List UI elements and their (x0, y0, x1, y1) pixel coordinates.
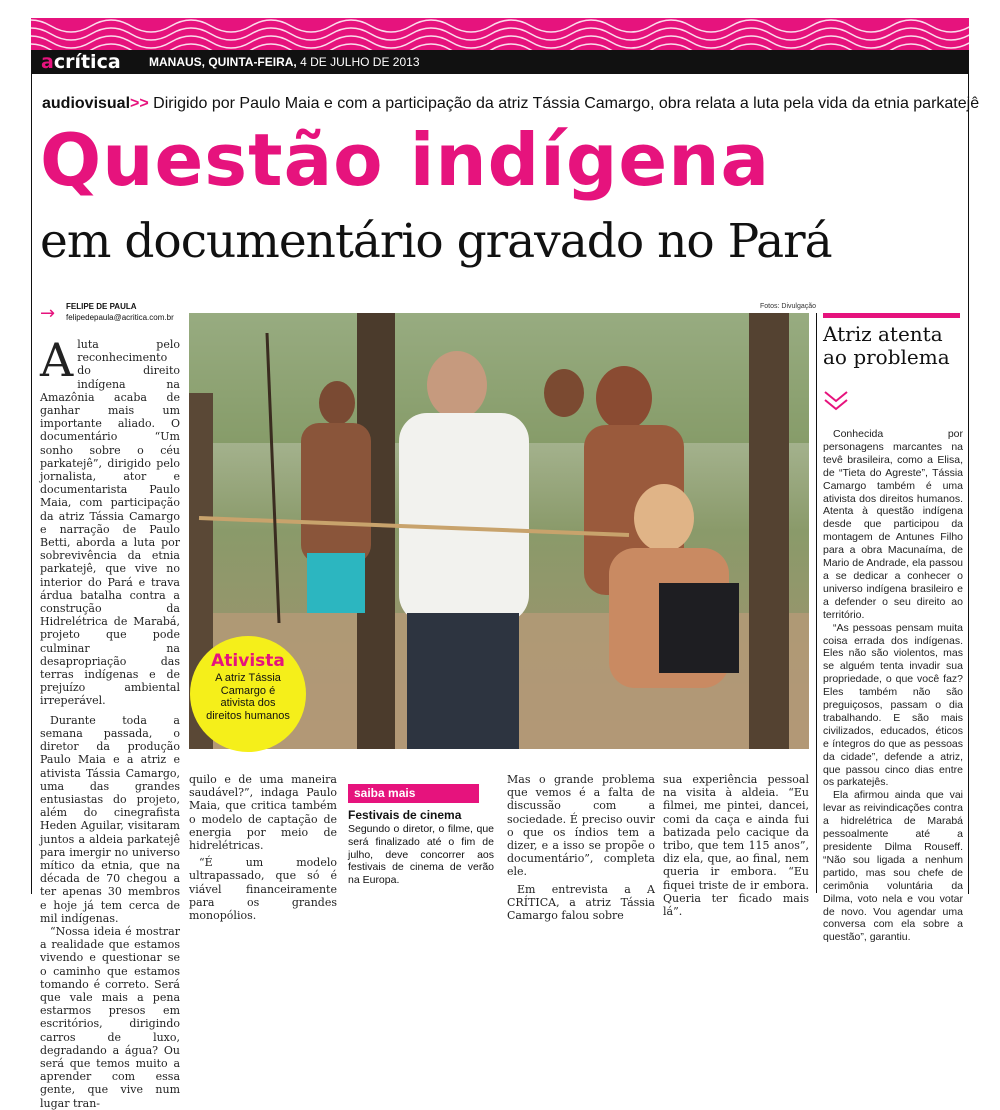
headline: Questão indígena (40, 118, 771, 202)
sidebar-divider (816, 313, 817, 893)
saiba-mais-title: Festivais de cinema (348, 808, 462, 822)
article-column-4: Mas o grande problema que vemos é a falta de discussão com a sociedade. É preciso ouvir o que os índios tem a dizer, e a isso se propõe o documentário”, completa ele. Em entrevista a A CRÍTICA, a atriz Tássia Camargo falou sobre (507, 773, 655, 923)
sidebar-accent-bar (823, 313, 960, 318)
callout-text: A atriz Tássia Camargo é ativista dos direitos humanos (206, 672, 290, 722)
callout-title: Ativista (211, 651, 285, 671)
drop-cap: A (40, 333, 74, 387)
article-column-2: quilo e de uma maneira saudável?”, indaga Paulo Maia, que critica também o modelo de captação de energia por meio de hidrelétricas. “É um modelo ultrapassado, que só é viável financeiramente para os grandes monopólios. (189, 773, 337, 923)
saiba-mais-label: saiba mais (354, 786, 416, 800)
masthead-bar (31, 50, 969, 74)
saiba-mais-text: Segundo o diretor, o filme, que será finalizado até o fim de julho, deve concorrer aos festivais de cinema de verão na Europa. (348, 823, 494, 887)
article-column-5: sua experiência pessoal na visita à aldeia. “Eu filmei, me pintei, dancei, comi da caça e ainda fui batizada pelo cacique da tribo, que tem 115 anos”, diz ela, que, ao final, nem queria ir embora. “Eu fiquei triste de ir embora. Queria ter ficado mais lá”. (663, 773, 809, 919)
chevron-down-icon (823, 388, 849, 419)
saiba-mais-label-bar (348, 784, 479, 803)
byline-email: felipedepaula@acritica.com.br (66, 313, 174, 322)
left-page-rule (31, 74, 32, 894)
dateline: MANAUS, QUINTA-FEIRA, 4 DE JULHO DE 2013 (149, 55, 420, 69)
right-page-rule (968, 74, 969, 894)
subheadline: em documentário gravado no Pará (40, 214, 832, 269)
photo-credit: Fotos: Divulgação (760, 303, 817, 310)
byline-arrow-icon: → (40, 303, 56, 324)
header-wave-band (31, 18, 969, 50)
article-column-1: Aluta pelo reconhecimento do direito indígena na Amazônia acaba de ganhar mais um importante aliado. O documentário “Um sonho sobre o céu parkatejê”, dirigido pelo jornalista, ator e documentarista Paulo Maia, com participação da atriz Tássia Camargo e narração de Paulo Betti, aborda a luta por sobrevivência da etnia parkatejê, que vive no interior do Pará e trava árdua batalha contra a construção da Hidrelétrica de Marabá, projeto que pode culminar na desapropriação das terras indígenas e de prejuízo ambiental irreperável. Durante toda a semana passada, o diretor da produção Paulo Maia e a atriz e ativista Tássia Camargo, uma das grandes entusiastas do projeto, além do cinegrafista Heden Aguilar, visitaram juntos a aldeia parkatejê para imergir no universo mítico da etnia, que na década de 70 chegou a ter apenas 30 membros e hoje já tem cerca de mil indígenas. “Nossa ideia é mostrar a realidade que estamos vivendo e questionar se o caminho que estamos tomando é correto. Será que vale mais a pena estarmos presos em escritórios, dirigindo carros de luxo, degradando a água? Ou será que temos muito a aprender com essa gente, que vive num lugar tran- (40, 333, 180, 1110)
sidebar-title: Atriz atenta ao problema (823, 322, 950, 369)
sidebar-body: Conhecida por personagens marcantes na tevê brasileira, como a Elisa, de “Tieta do Agreste”, Tássia Camargo também é uma ativista dos direitos humanos. Atenta à questão indígena desde que participou da montagem de Antunes Filho para a obra Macunaíma, de Mario de Andrade, ela passou a se dedicar a conhecer o universo indígena brasileiro e a defender o seu direito ao território. “As pessoas pensam muita coisa errada dos indígenas. Eles não são violentos, mas se alguém tenta invadir sua propriedade, o que você faz? Eles também não são preguiçosos, passam o dia trabalhando. E são mais civilizados, educados, éticos e íntegros do que as pessoas da cidade”, defende a atriz, que passou cinco dias entre os parkatejês. Ela afirmou ainda que vai levar as reivindicações contra a hidrelétrica de Marabá pessoalmente até a presidente Dilma Rouseff. “Não sou ligada a nenhum partido, mas sou chefe de cerimônia voluntária da Dilma, voto nela e vou votar de novo. Vou agendar uma conversa com ela sobre a questão”, garantiu. (823, 428, 963, 944)
wave-pattern (31, 18, 969, 50)
ativista-callout (190, 636, 306, 752)
double-chevron-icon (823, 388, 849, 414)
byline-name: FELIPE DE PAULA (66, 302, 137, 311)
newspaper-logo: acrítica (41, 51, 121, 73)
article-kicker: audiovisual>> Dirigido por Paulo Maia e com a participação da atriz Tássia Camargo, obra relata a luta pela vida da etnia parkatejê (42, 95, 980, 112)
